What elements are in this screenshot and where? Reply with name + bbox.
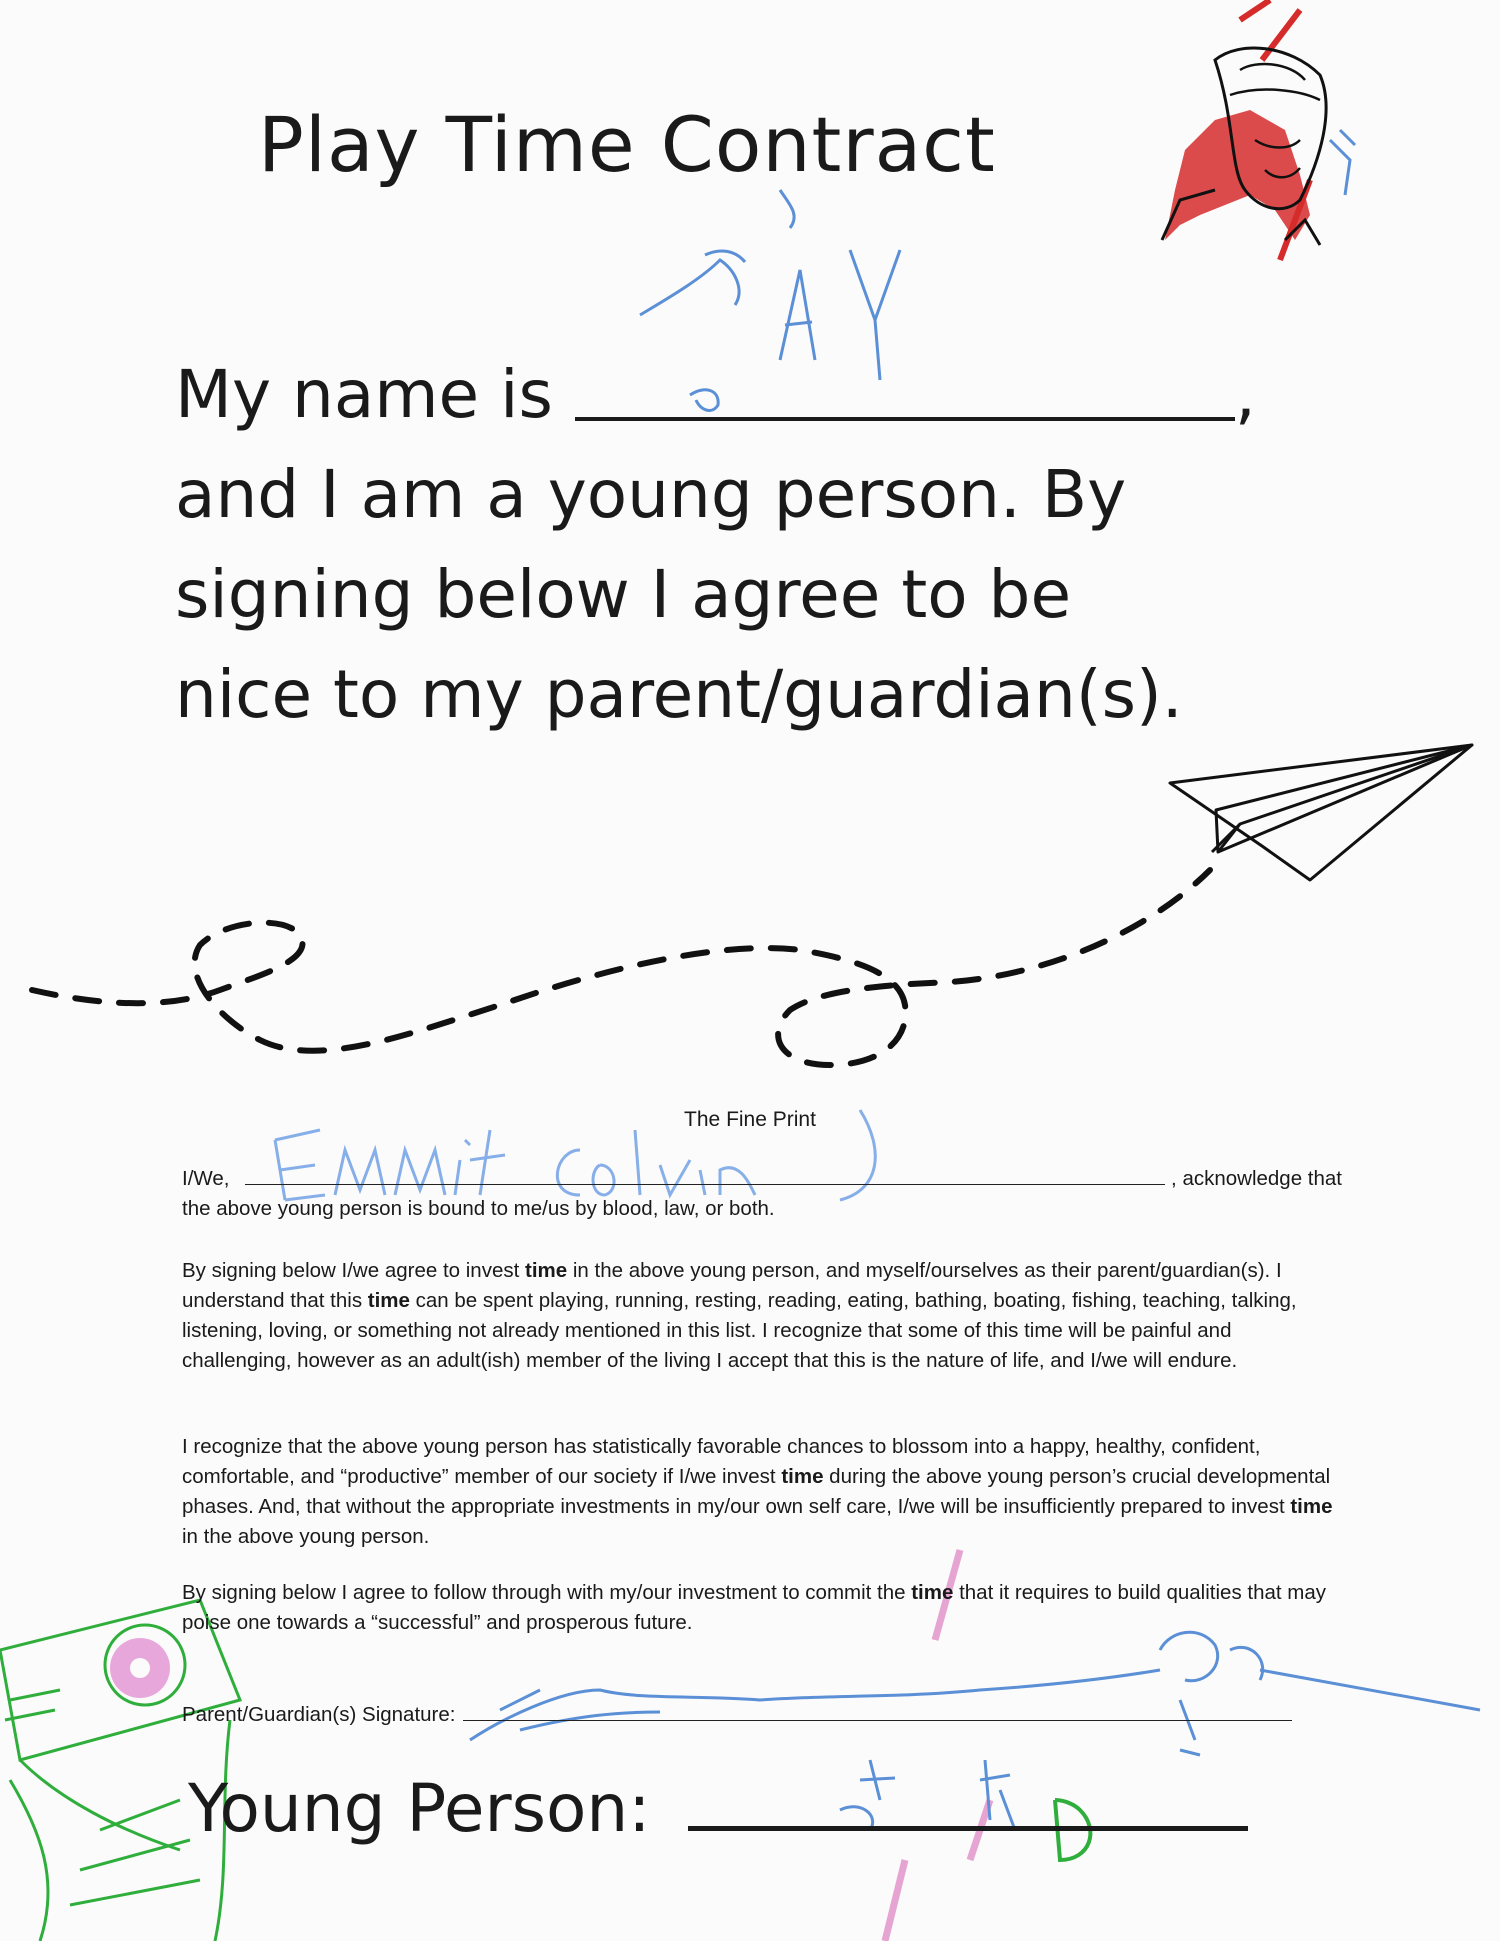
fine-print-heading: The Fine Print <box>684 1108 816 1131</box>
young-person-signature-line[interactable] <box>688 1826 1248 1831</box>
young-person-label: Young Person: <box>188 1770 651 1847</box>
p3-text-b: that it requires to build qualities that may poise one towards a “successful” and prosperous future. <box>182 1581 1327 1634</box>
p2-text-b: during the above young person’s crucial developmental phases. And, that without the appropriate investments in my/our own self care, I/we will be insufficiently prepared to invest <box>182 1465 1331 1518</box>
ack-end: , acknowledge that <box>1171 1167 1342 1190</box>
p2-bold-time-2: time <box>1290 1495 1333 1518</box>
page-title: Play Time Contract <box>258 100 996 189</box>
ack-name-line[interactable] <box>245 1164 1165 1185</box>
p1-text-c: can be spent playing, running, resting, reading, eating, bathing, boating, fishing, teaching, talking, listening, loving, or something not already mentioned in this list. I recognize that some of this time will be painful and challenging, however as an adult(ish) member of the living I accept that this is the nature of life, and I/we will endure. <box>182 1289 1297 1372</box>
paper-plane-icon <box>1170 745 1472 880</box>
ack-line-2: the above young person is bound to me/us by blood, law, or both. <box>182 1197 775 1220</box>
p1-bold-time-2: time <box>367 1289 410 1312</box>
ack-start: I/We, <box>182 1167 230 1190</box>
p2-bold-time-1: time <box>781 1465 824 1488</box>
intro-line-3: signing below I agree to be <box>175 556 1072 633</box>
p3-bold-time: time <box>911 1581 954 1604</box>
acknowledgement <box>182 1164 1342 1224</box>
parent-signature-label: Parent/Guardian(s) Signature: <box>182 1703 456 1726</box>
young-person-row <box>188 1770 1298 1847</box>
name-blank-line[interactable] <box>575 417 1235 421</box>
p1-text-a: By signing below I/we agree to invest <box>182 1259 525 1282</box>
paragraph-recognize <box>182 1432 1342 1552</box>
intro-line-4: nice to my parent/guardian(s). <box>175 656 1183 733</box>
crayon-portrait-doodle <box>1162 0 1355 260</box>
parent-signature-row <box>182 1700 1292 1727</box>
parent-signature-scribble <box>470 1632 1480 1755</box>
p1-text-b: in the above young person, and myself/ourselves as their parent/guardian(s). I understand that this <box>182 1259 1282 1312</box>
dashed-flight-path <box>32 870 1210 1065</box>
paragraph-follow-through <box>182 1578 1342 1638</box>
p2-text-a: I recognize that the above young person has statistically favorable chances to blossom into a happy, healthy, confident, comfortable, and “productive” member of our society if I/we invest <box>182 1435 1261 1488</box>
intro-line-1-end: , <box>1234 356 1256 433</box>
p3-text-a: By signing below I agree to follow through with my/our investment to commit the <box>182 1581 912 1604</box>
intro-statement <box>175 345 1405 745</box>
intro-line-2: and I am a young person. By <box>175 456 1127 533</box>
p2-text-c: in the above young person. <box>182 1525 430 1548</box>
parent-signature-line[interactable] <box>463 1700 1292 1721</box>
intro-line-1: My name is <box>175 356 553 433</box>
paragraph-invest-time <box>182 1256 1342 1376</box>
p1-bold-time-1: time <box>525 1259 568 1282</box>
